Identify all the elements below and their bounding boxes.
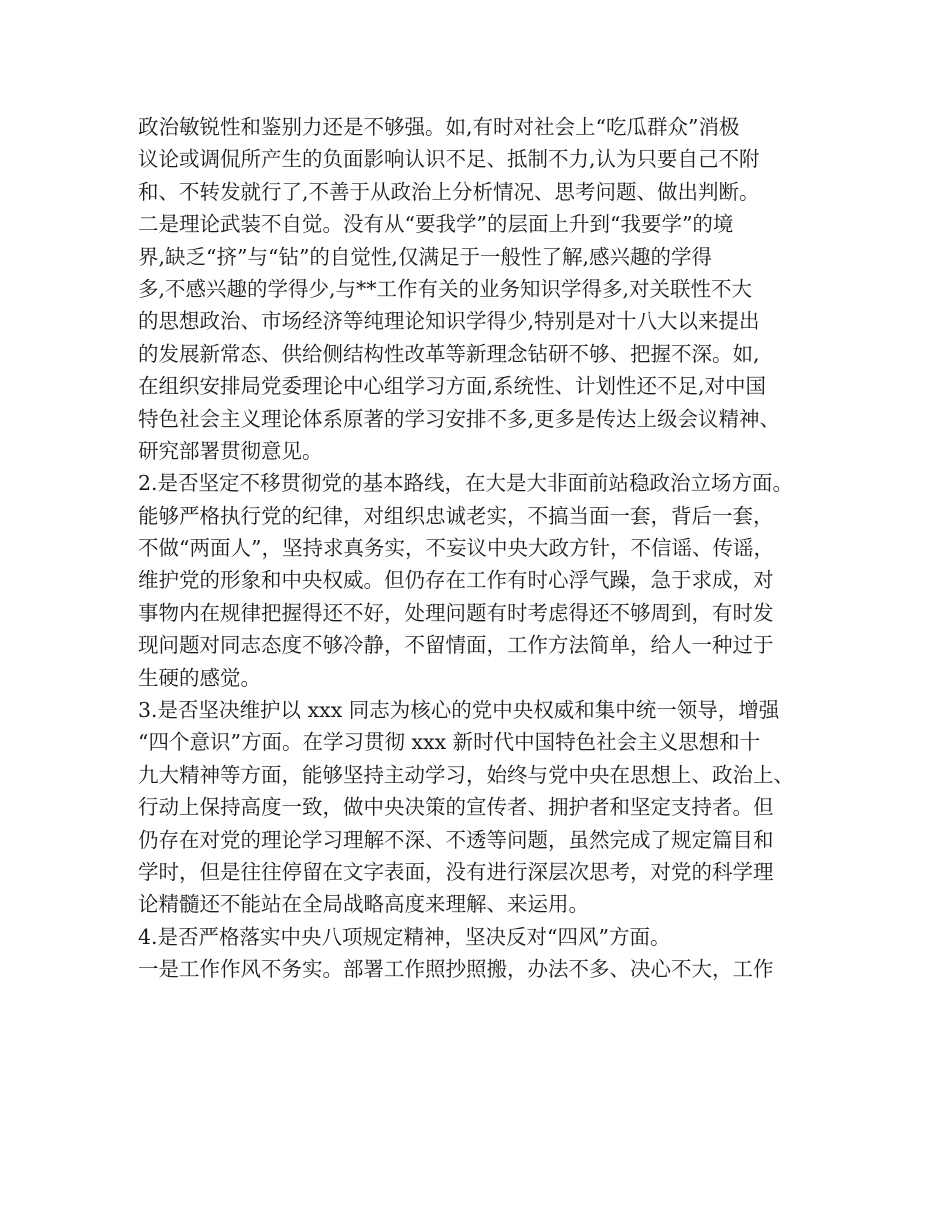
text-line: 和、不转发就行了,不善于从政治上分析情况、思考问题、做出判断。 (138, 179, 760, 204)
text-line: 不做“两面人”，坚持求真务实，不妄议中央大政方针，不信谣、传谣， (138, 536, 774, 561)
text-line: 论精髓还不能站在全局战略高度来理解、来运用。 (138, 892, 589, 917)
text-line: 仍存在对党的理论学习理解不深、不透等问题，虽然完成了规定篇目和 (138, 827, 774, 852)
text-line: 政治敏锐性和鉴别力还是不够强。如,有时对社会上“吃瓜群众”消极 (138, 115, 740, 139)
text-line: 的思想政治、市场经济等纯理论知识学得少,特别是对十八大以来提出 (138, 309, 760, 334)
text-line: 生硬的感觉。 (138, 665, 261, 690)
text-line: 多,不感兴趣的学得少,与**工作有关的业务知识学得多,对关联性不大 (138, 276, 753, 301)
text-line: 现问题对同志态度不够冷静，不留情面，工作方法简单，给人一种过于 (138, 633, 774, 658)
text-line: 一是工作作风不务实。部署工作照抄照搬，办法不多、决心不大，工作 (138, 957, 774, 982)
text-line: 能够严格执行党的纪律，对组织忠诚老实，不搞当面一套，背后一套， (138, 503, 774, 528)
text-line: 学时，但是往往停留在文字表面，没有进行深层次思考，对党的科学理 (138, 859, 774, 884)
text-line: 议论或调侃所产生的负面影响认识不足、抵制不力,认为只要自己不附 (138, 147, 760, 172)
text-line: 行动上保持高度一致，做中央决策的宣传者、拥护者和坚定支持者。但 (138, 795, 774, 820)
text-line: 二是理论武装不自觉。没有从“要我学”的层面上升到“我要学”的境 (138, 212, 734, 237)
text-line: 4.是否严格落实中央八项规定精神，坚决反对“四风”方面。 (138, 924, 671, 949)
text-line: “四个意识”方面。在学习贯彻 xxx 新时代中国特色社会主义思想和十 (138, 730, 761, 755)
text-line: 维护党的形象和中央权威。但仍存在工作有时心浮气躁，急于求成，对 (138, 568, 774, 593)
document-body (138, 111, 828, 986)
text-line: 特色社会主义理论体系原著的学习安排不多,更多是传达上级会议精神、 (138, 406, 781, 431)
text-line: 研究部署贯彻意见。 (138, 438, 323, 463)
text-line: 界,缺乏“挤”与“钻”的自觉性,仅满足于一般性了解,感兴趣的学得 (138, 244, 712, 269)
text-line: 2.是否坚定不移贯彻党的基本路线，在大是大非面前站稳政治立场方面。 (138, 471, 794, 496)
text-line: 在组织安排局党委理论中心组学习方面,系统性、计划性还不足,对中国 (138, 374, 767, 399)
text-line: 3.是否坚决维护以 xxx 同志为核心的党中央权威和集中统一领导，增强 (138, 698, 780, 723)
text-line: 的发展新常态、供给侧结构性改革等新理念钻研不够、把握不深。如, (138, 341, 760, 366)
text-line: 事物内在规律把握得还不好，处理问题有时考虑得还不够周到，有时发 (138, 600, 774, 625)
text-line: 九大精神等方面，能够坚持主动学习，始终与党中央在思想上、政治上、 (138, 762, 794, 787)
